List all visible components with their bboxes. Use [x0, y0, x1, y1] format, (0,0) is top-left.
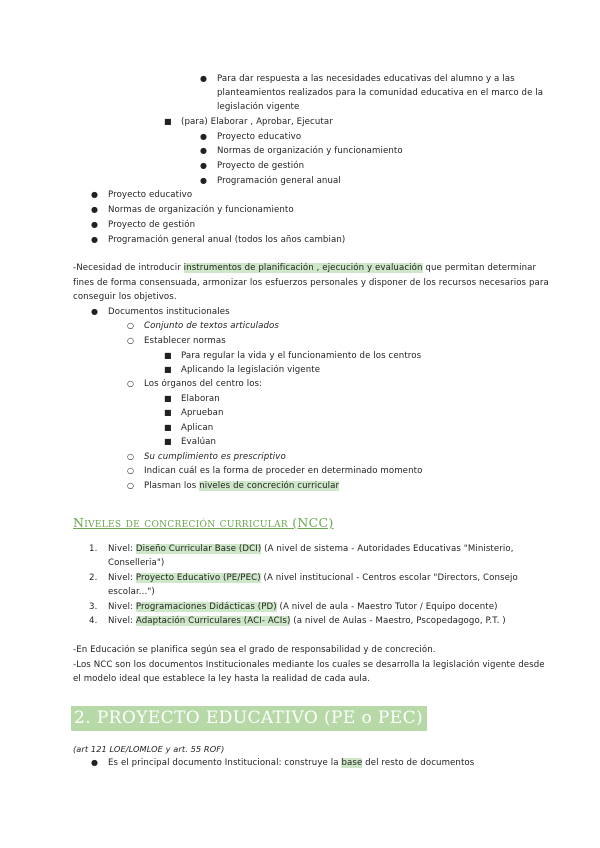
text: (A nivel de sistema - Autoridades Educativas "Ministerio, — [261, 544, 514, 554]
text: Plasman los — [144, 481, 200, 491]
text: Nivel: — [108, 616, 136, 626]
list-item: Aplicando la legislación vigente — [181, 365, 321, 375]
list-number: 4. — [89, 616, 98, 626]
text: Nivel: — [108, 573, 136, 583]
bullet-dot-icon: ● — [91, 758, 98, 767]
bullet-dot-icon: ● — [200, 176, 207, 185]
section-heading-banner: 2. PROYECTO EDUCATIVO (PE o PEC) — [71, 706, 427, 731]
paragraph-line: el modelo ideal que establece la ley hasta la realidad de cada aula. — [73, 674, 371, 684]
list-item: Proyecto educativo — [108, 190, 193, 200]
bullet-square-icon: ■ — [164, 117, 172, 126]
bullet-dot-icon: ● — [91, 205, 98, 214]
bullet-circle-icon: ○ — [127, 379, 134, 388]
text: (A nivel institucional - Centros escolar "Directors, Consejo — [260, 573, 518, 583]
text: Nivel: — [108, 602, 136, 612]
list-item: Establecer normas — [144, 336, 226, 346]
list-item — [108, 543, 514, 555]
text-line: planteamientos realizados para la comunidad educativa en el marco de la — [217, 88, 544, 98]
bullet-square-icon: ■ — [164, 365, 172, 374]
text-line: Para dar respuesta a las necesidades educativas del alumno y a las — [217, 74, 515, 84]
list-number: 3. — [89, 602, 98, 612]
bullet-square-icon: ■ — [164, 394, 172, 403]
text-line: (para) Elaborar , Aprobar, Ejecutar — [181, 117, 333, 127]
list-item — [108, 601, 498, 613]
text-line: legislación vigente — [217, 102, 300, 112]
list-item: Documentos institucionales — [108, 307, 230, 317]
list-item: Programación general anual — [217, 176, 341, 186]
text: Nivel: — [108, 544, 136, 554]
highlight-text: Proyecto Educativo (PE/PEC) — [135, 573, 261, 583]
bullet-dot-icon: ● — [91, 220, 98, 229]
bullet-circle-icon: ○ — [127, 481, 134, 490]
highlight-text: Diseño Curricular Base (DCI) — [135, 544, 262, 554]
bullet-dot-icon: ● — [200, 161, 207, 170]
text: que permitan determinar — [422, 263, 537, 273]
paragraph-line: -En Educación se planifica según sea el grado de responsabilidad y de concreción. — [73, 645, 436, 655]
list-item: Su cumplimiento es prescriptivo — [144, 452, 286, 462]
list-item: Proyecto de gestión — [217, 161, 305, 171]
text: del resto de documentos — [362, 758, 475, 768]
list-item — [144, 480, 339, 492]
bullet-circle-icon: ○ — [127, 452, 134, 461]
list-item: Aprueban — [181, 408, 224, 418]
highlight-text: niveles de concreción curricular — [199, 481, 340, 491]
highlight-text: Programaciones Didácticas (PD) — [135, 602, 277, 612]
list-item: Proyecto educativo — [217, 132, 302, 142]
list-item: Conjunto de textos articulados — [144, 321, 279, 331]
list-item: Evalúan — [181, 437, 217, 447]
list-number: 2. — [89, 573, 98, 583]
paragraph-line: fines de forma consensuada, armonizar los esfuerzos personales y disponer de los recursos necesarios para — [73, 278, 549, 288]
list-item: Aplican — [181, 423, 214, 433]
highlight-text: instrumentos de planificación , ejecución y evaluación — [183, 263, 423, 273]
section-heading: Niveles de concreción curricular (NCC) — [73, 515, 334, 530]
list-item: Para regular la vida y el funcionamiento de los centros — [181, 351, 422, 361]
bullet-circle-icon: ○ — [127, 336, 134, 345]
list-item-cont: escolar...") — [108, 587, 155, 597]
list-item: Proyecto de gestión — [108, 220, 196, 230]
highlight-text: base — [341, 758, 363, 768]
list-item: Elaboran — [181, 394, 220, 404]
paragraph-line — [73, 262, 536, 274]
list-item: Normas de organización y funcionamiento — [217, 146, 403, 156]
text: Es el principal documento Institucional: construye la — [108, 758, 342, 768]
bullet-dot-icon: ● — [91, 235, 98, 244]
paragraph-line: -Los NCC son los documentos Institucionales mediante los cuales se desarrolla la legislación vigente desde — [73, 660, 545, 670]
list-number: 1. — [89, 544, 98, 554]
list-item — [108, 572, 518, 584]
bullet-dot-icon: ● — [200, 74, 207, 83]
bullet-circle-icon: ○ — [127, 321, 134, 330]
bullet-square-icon: ■ — [164, 408, 172, 417]
list-item: Programación general anual (todos los años cambian) — [108, 235, 346, 245]
article-reference: (art 121 LOE/LOMLOE y art. 55 ROF) — [73, 744, 225, 754]
list-item: Normas de organización y funcionamiento — [108, 205, 294, 215]
list-item: Indican cuál es la forma de proceder en determinado momento — [144, 466, 423, 476]
bullet-square-icon: ■ — [164, 423, 172, 432]
text: (A nivel de aula - Maestro Tutor / Equipo docente) — [276, 602, 498, 612]
bullet-square-icon: ■ — [164, 351, 172, 360]
list-item: Los órganos del centro los: — [144, 379, 263, 389]
text: -Necesidad de introducir — [73, 263, 184, 273]
bullet-dot-icon: ● — [91, 307, 98, 316]
list-item-cont: Conselleria") — [108, 558, 165, 568]
bullet-dot-icon: ● — [200, 146, 207, 155]
highlight-text: Adaptación Curriculares (ACI- ACIs) — [135, 616, 291, 626]
bullet-circle-icon: ○ — [127, 466, 134, 475]
bullet-square-icon: ■ — [164, 437, 172, 446]
paragraph-line: conseguir los objetivos. — [73, 292, 177, 302]
bullet-dot-icon: ● — [91, 190, 98, 199]
bullet-dot-icon: ● — [200, 132, 207, 141]
list-item — [108, 615, 506, 627]
text: (a nivel de Aulas - Maestro, Pscopedagogo, P.T. ) — [290, 616, 506, 626]
list-item — [108, 757, 474, 769]
